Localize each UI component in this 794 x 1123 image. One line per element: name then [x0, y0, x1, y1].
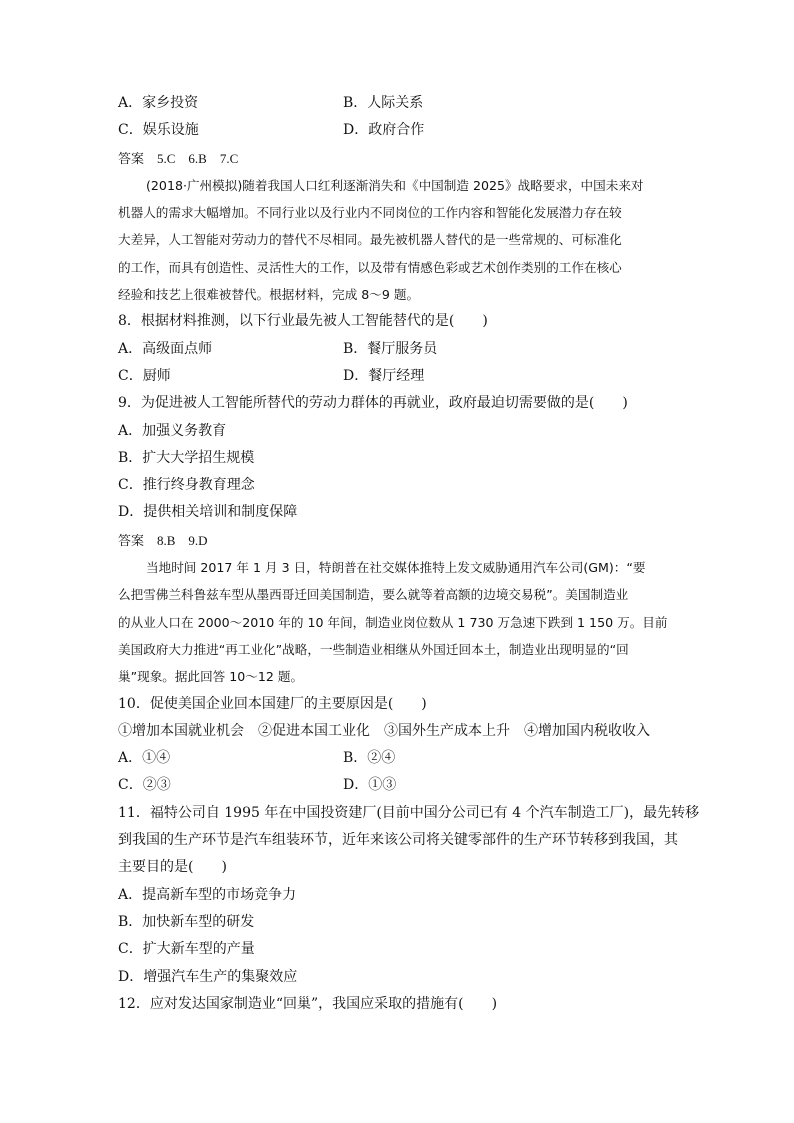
q11-option-a: A．提高新车型的市场竞争力 [118, 886, 297, 903]
q10-options-row-2 [118, 772, 678, 799]
q8-option-a: A．高级面点师 [118, 340, 213, 357]
q8-stem: 8．根据材料推测，以下行业最先被人工智能替代的是( ) [118, 313, 488, 330]
q10-option-d: D．①③ [343, 777, 397, 794]
passage-8-9-line: 机器人的需求大幅增加。不同行业以及行业内不同岗位的工作内容和智能化发展潜力存在较 [118, 205, 622, 221]
passage-8-9-line: 经验和技艺上很难被替代。根据材料，完成 8～9 题。 [118, 287, 420, 303]
q7-option-d: D．政府合作 [343, 122, 425, 139]
document-page [118, 90, 700, 1018]
q7-options-row-2 [118, 117, 678, 144]
q9-option-b: B．扩大大学招生规模 [118, 449, 255, 466]
q8-options-row-2 [118, 363, 678, 390]
passage-8-9 [118, 172, 678, 308]
passage-10-12 [118, 554, 678, 690]
passage-10-12-line: 的从业人口在 2000～2010 年的 10 年间，制造业岗位数从 1 730 万急速下跌到 1 150 万。目前 [118, 614, 668, 630]
q11-option-b: B．加快新车型的研发 [118, 913, 255, 930]
passage-10-12-line: 当地时间 2017 年 1 月 3 日，特朗普在社交媒体推特上发文威胁通用汽车公司(GM)：“要 [146, 560, 646, 576]
q10-stem: 10．促使美国企业回本国建厂的主要原因是( ) [118, 695, 427, 712]
q9-stem: 9．为促进被人工智能所替代的劳动力群体的再就业，政府最迫切需要做的是( ) [118, 395, 628, 412]
q10-option-a: A．①④ [118, 750, 171, 767]
q11-option-c: C．扩大新车型的产量 [118, 941, 255, 958]
q8-option-c: C．厨师 [118, 367, 171, 384]
q11-stem-line: 到我国的生产环节是汽车组装环节，近年来该公司将关键零部件的生产环节转移到我国，其 [118, 832, 678, 849]
q11-stem-line: 11．福特公司自 1995 年在中国投资建厂(目前中国分公司已有 4 个汽车制造工厂)，最先转移 [118, 804, 700, 821]
q10-items: ①增加本国就业机会 ②促进本国工业化 ③国外生产成本上升 ④增加国内税收收入 [118, 722, 650, 739]
q7-option-a: A．家乡投资 [118, 95, 199, 111]
q10-option-b: B．②④ [343, 750, 396, 767]
q8-option-d: D．餐厅经理 [343, 367, 425, 384]
answer-5-7: 答案 5.C 6.B 7.C [118, 150, 239, 166]
q9-option-d: D．提供相关培训和制度保障 [118, 504, 298, 521]
q9-option-a: A．加强义务教育 [118, 422, 227, 439]
q7-options-row-1 [118, 90, 678, 117]
q7-option-c: C．娱乐设施 [118, 122, 199, 139]
passage-10-12-line: 巢”现象。据此回答 10～12 题。 [118, 669, 304, 685]
passage-8-9-line: (2018·广州模拟)随着我国人口红利逐渐消失和《中国制造 2025》战略要求，中国未来对 [146, 177, 644, 193]
q11-option-d: D．增强汽车生产的集聚效应 [118, 968, 298, 985]
passage-10-12-line: 美国政府大力推进“再工业化”战略，一些制造业相继从外国迁回本土，制造业出现明显的“回 [118, 641, 629, 657]
q10-option-c: C．②③ [118, 777, 171, 794]
q9-option-c: C．推行终身教育理念 [118, 477, 255, 494]
q7-option-b: B．人际关系 [343, 95, 424, 111]
passage-8-9-line: 大差异，人工智能对劳动力的替代不尽相同。最先被机器人替代的是一些常规的、可标准化 [118, 232, 622, 248]
passage-10-12-line: 么把雪佛兰科鲁兹车型从墨西哥迁回美国制造，要么就等着高额的边境交易税”。美国制造业 [118, 587, 629, 603]
q10-options-row-1 [118, 745, 678, 772]
q12-stem: 12．应对发达国家制造业“回巢”，我国应采取的措施有( ) [118, 995, 498, 1012]
answer-8-9: 答案 8.B 9.D [118, 532, 208, 548]
q8-options-row-1 [118, 336, 678, 363]
q8-option-b: B．餐厅服务员 [343, 340, 438, 357]
passage-8-9-line: 的工作，而具有创造性、灵活性大的工作，以及带有情感色彩或艺术创作类别的工作在核心 [118, 259, 622, 275]
q11-stem-line: 主要目的是( ) [118, 859, 227, 876]
